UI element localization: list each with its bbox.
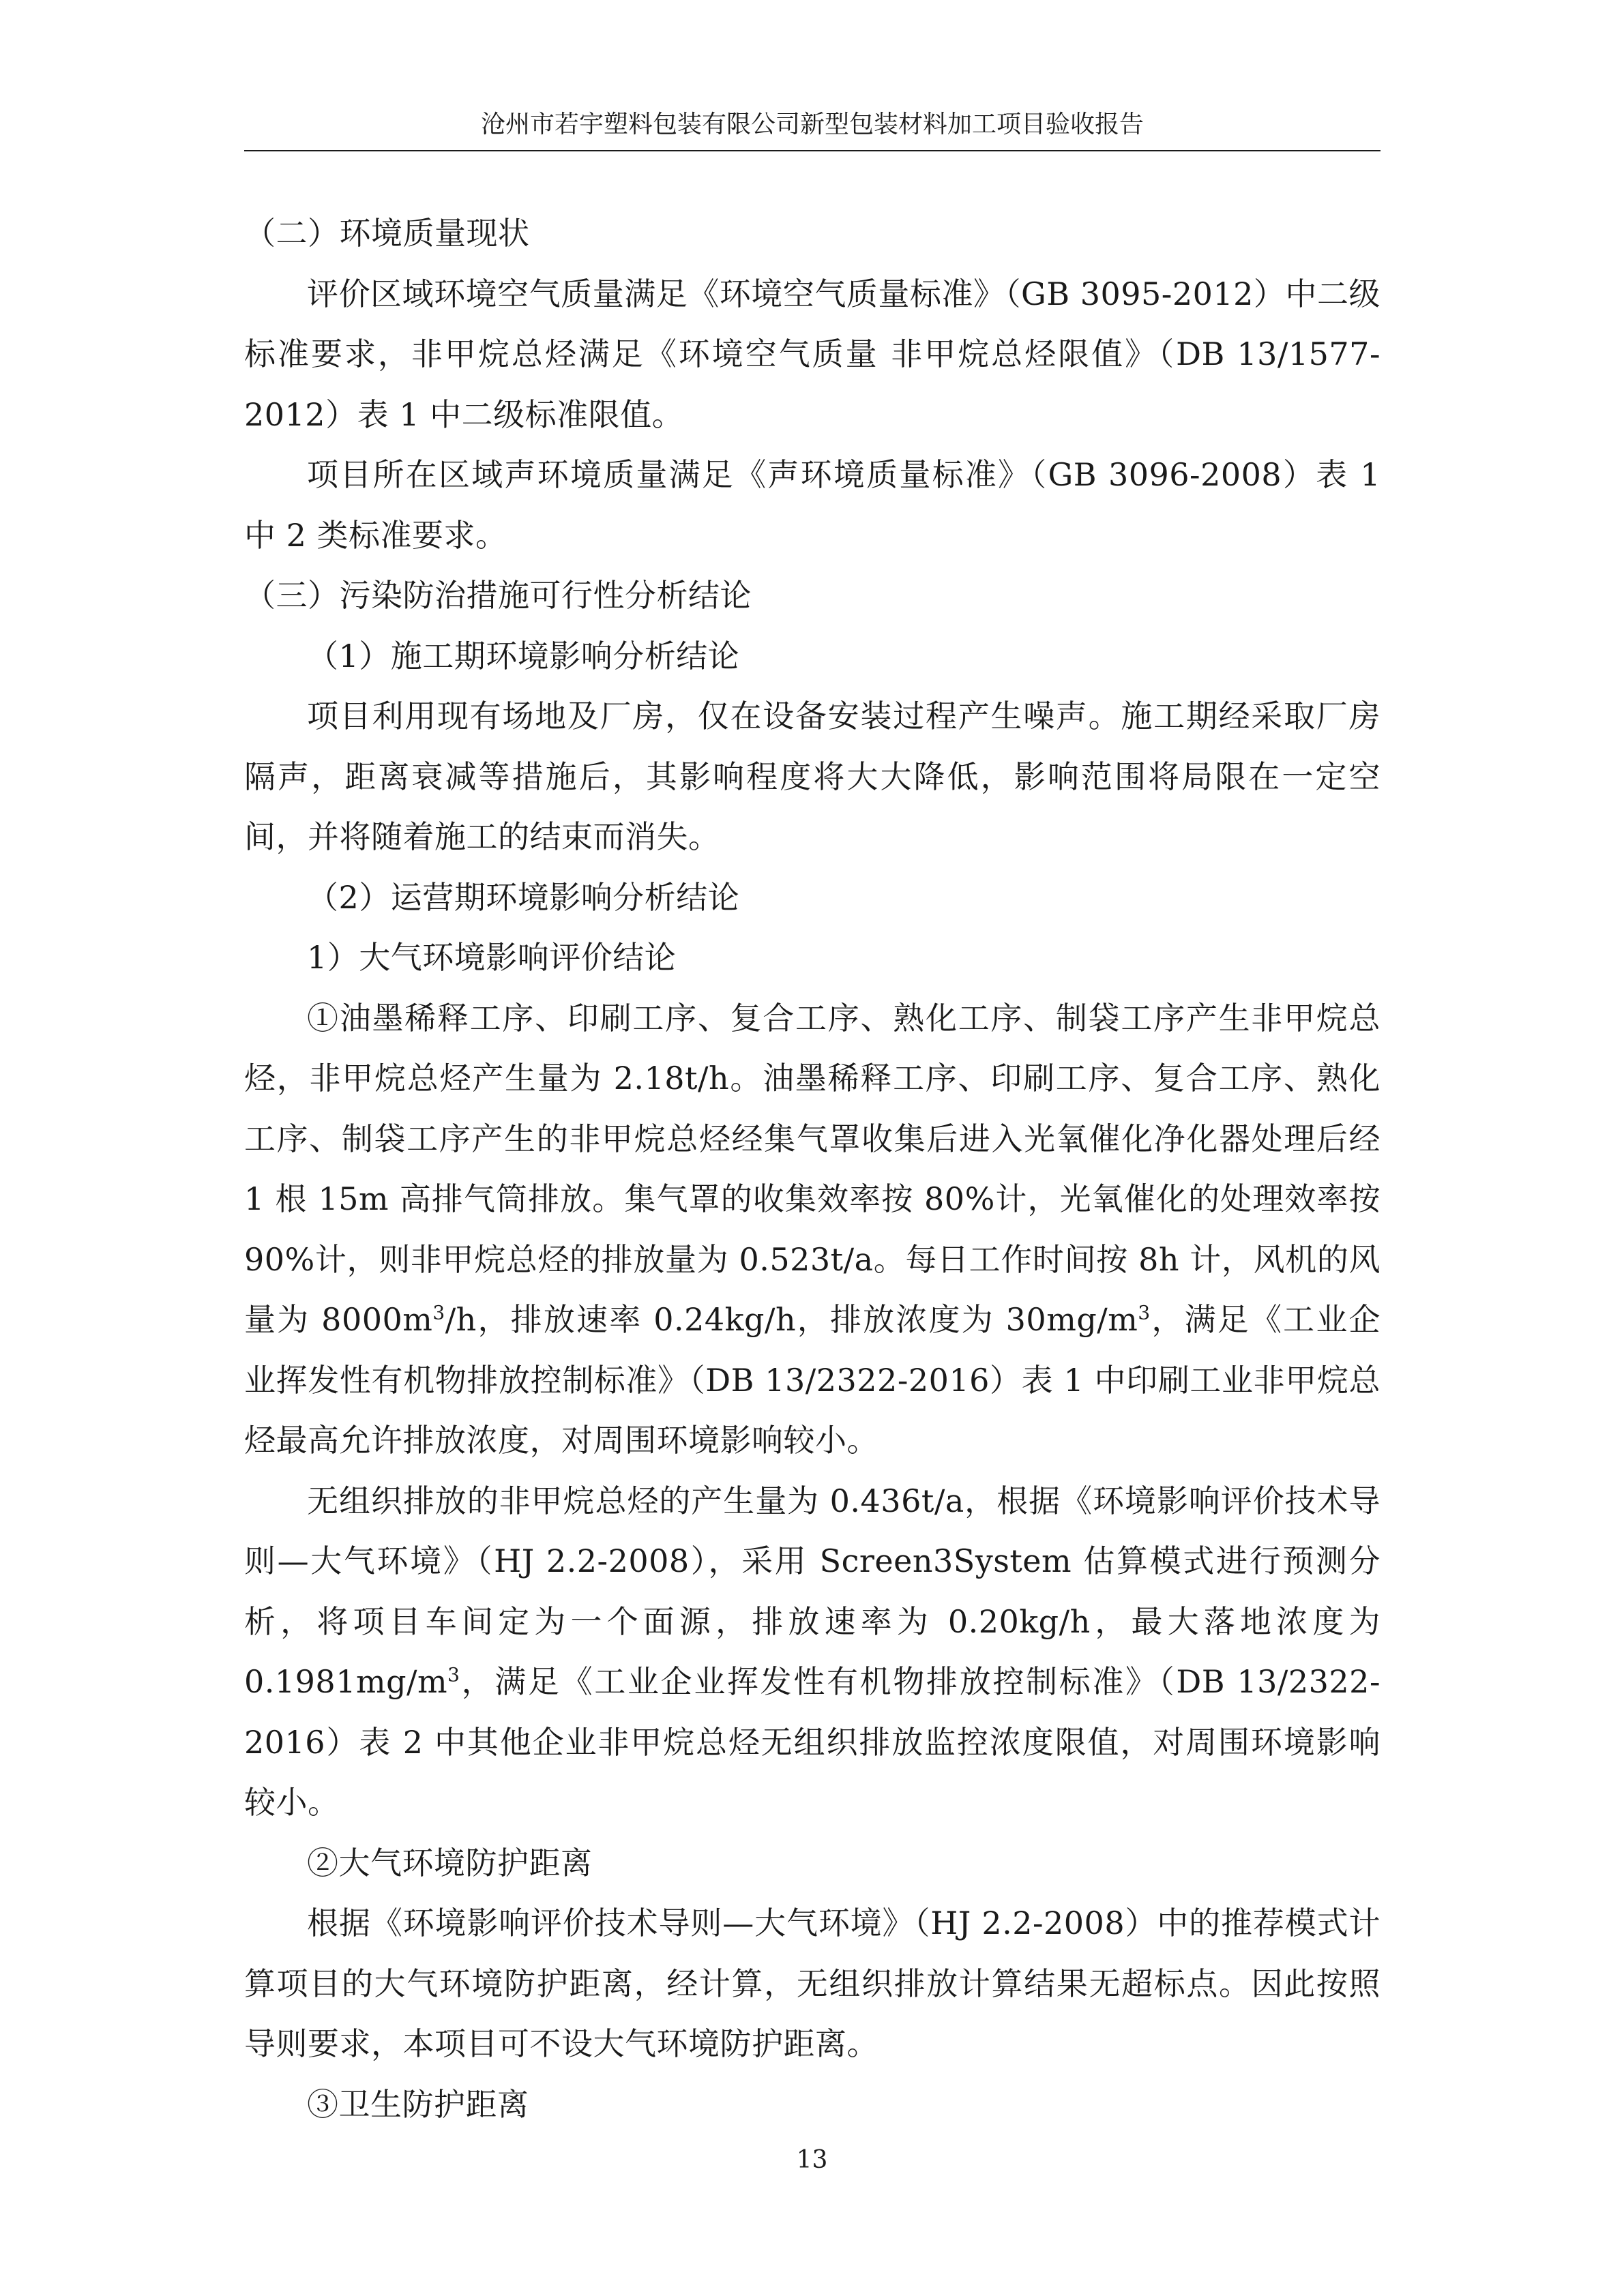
section-heading-pollution-control: （三）污染防治措施可行性分析结论 (244, 577, 752, 614)
subheading-air-protection-distance: ②大气环境防护距离 (307, 1844, 593, 1881)
superscript: 3 (1138, 1301, 1151, 1324)
header-divider (244, 150, 1381, 151)
paragraph-fugitive-emission (244, 1471, 1381, 1833)
subheading-construction-period: （1）施工期环境影响分析结论 (307, 637, 740, 674)
section-heading-environment-quality: （二）环境质量现状 (244, 215, 530, 252)
text-run: 无组织排放的非甲烷总烃的产生量为 0.436t/a，根据《环境影响评价技术导则—大气环境》（HJ 2.2-2008），采用 Screen3System 估算模式进行预测分析，将项目车间定为一个面源，排放速率为 0.20kg/h，最大落地浓度为 0.1981mg/m (244, 1482, 1381, 1700)
paragraph-organized-emission (244, 988, 1381, 1471)
paragraph-construction-period: 项目利用现有场地及厂房，仅在设备安装过程产生噪声。施工期经采取厂房隔声，距离衰减等措施后，其影响程度将大大降低，影响范围将局限在一定空间，并将随着施工的结束而消失。 (244, 698, 1381, 855)
page-number: 13 (796, 2146, 828, 2174)
text-run: ，满足《工业企业挥发性有机物排放控制标准》（DB 13/2322-2016）表 2 中其他企业非甲烷总烃无组织排放监控浓度限值，对周围环境影响较小。 (244, 1663, 1381, 1821)
subheading-health-protection-distance: ③卫生防护距离 (307, 2085, 529, 2123)
superscript: 3 (432, 1301, 445, 1324)
text-run: ，满足《工业企业挥发性有机物排放控制标准》（DB 13/2322-2016）表 1 中印刷工业非甲烷总烃最高允许排放浓度，对周围环境影响较小。 (244, 1301, 1381, 1459)
paragraph-air-protection-distance: 根据《环境影响评价技术导则—大气环境》（HJ 2.2-2008）中的推荐模式计算项目的大气环境防护距离，经计算，无组织排放计算结果无超标点。因此按照导则要求，本项目可不设大气环境防护距离。 (244, 1905, 1381, 2062)
subheading-operation-period: （2）运营期环境影响分析结论 (307, 878, 740, 916)
paragraph-noise-quality: 项目所在区域声环境质量满足《声环境质量标准》（GB 3096-2008）表 1 中 2 类标准要求。 (244, 456, 1381, 554)
running-header: 沧州市若宇塑料包装有限公司新型包装材料加工项目验收报告 (480, 110, 1144, 138)
superscript: 3 (447, 1663, 460, 1686)
paragraph-air-quality: 评价区域环境空气质量满足《环境空气质量标准》（GB 3095-2012）中二级标准要求，非甲烷总烃满足《环境空气质量 非甲烷总烃限值》（DB 13/1577-2012）表 1 中二级标准限值。 (244, 275, 1381, 433)
text-run: /h，排放速率 0.24kg/h，排放浓度为 30mg/m (445, 1301, 1138, 1338)
text-run: ①油墨稀释工序、印刷工序、复合工序、熟化工序、制袋工序产生非甲烷总烃，非甲烷总烃产生量为 2.18t/h。油墨稀释工序、印刷工序、复合工序、熟化工序、制袋工序产生的非甲烷总烃经集气罩收集后进入光氧催化净化器处理后经 1 根 15m 高排气筒排放。集气罩的收集效率按 80%计，光氧催化的处理效率按 90%计，则非甲烷总烃的排放量为 0.523t/a。每日工作时间按 8h 计，风机的风量为 8000m (244, 999, 1381, 1338)
document-body (244, 203, 1381, 2134)
subheading-air-impact: 1）大气环境影响评价结论 (307, 939, 677, 976)
